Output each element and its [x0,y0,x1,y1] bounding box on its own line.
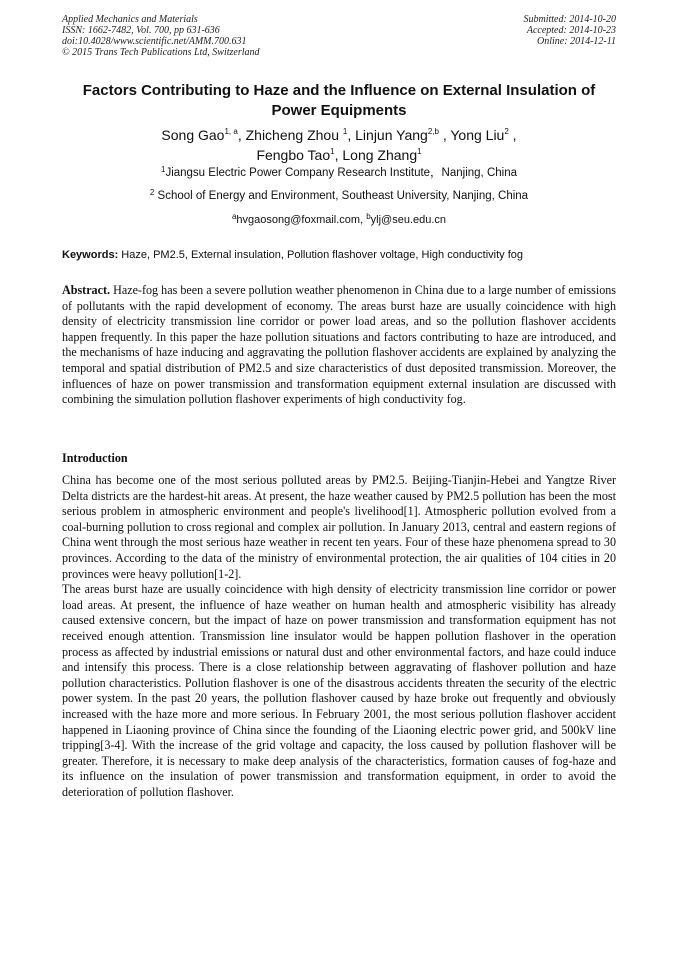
author-line-1 [40,125,638,145]
keywords-label: Keywords: [62,249,119,261]
author-affiliation-mark: 1 [417,147,422,156]
author-affiliation-mark: 1, a [224,127,238,136]
paper-title-line-1: Factors Contributing to Haze and the Influence on External Insulation of [82,82,596,99]
author-line-2 [40,145,638,165]
affiliation-text: School of Energy and Environment, Southeast University, Nanjing, China [154,190,529,202]
author-name: Fengbo Tao [256,147,331,163]
author-separator: , [508,127,517,143]
author-emails [40,213,638,227]
introduction-body [62,473,616,800]
author-name: Linjun Yang [355,127,428,143]
affiliation-mark: 2 [149,188,155,197]
author-separator: , [438,127,451,143]
paper-title [40,81,638,121]
journal-name: Applied Mechanics and Materials [62,14,198,25]
email-mark: b [366,212,371,221]
email-address: hvgaosong@foxmail.com, [236,214,367,226]
affiliation-1 [40,166,638,180]
paper-title-line-2: Power Equipments [271,102,407,119]
submitted-date: Submitted: 2014-10-20 [523,14,616,25]
introduction-paragraph-2: The areas burst haze are usually coincidence with high density of electricity transmission line corridor or power load areas. At present, the influence of haze weather on human health and atmospheric visibility has already caused extensive concern, but the impact of haze on power transmission and transformation equipment has not received enough attention. Transmission line insulator would be happen pollution flashover in the operation process as affected by industrial emissions or natural dust and other environmental factors, and haze could induce and intensify this process. There is a close relationship between aggravating of flashover pollution and haze pollution characteristics. Pollution flashover is one of the disastrous accidents threaten the security of the electric power system. In the past 20 years, the pollution flashover caused by haze broke out frequently and obviously increased with the haze more and more serious. In February 2001, the most serious pollution flashover accident happened in Liaoning province of China since the founding of the Liaoning electric power grid, and 500kV line tripping[3-4]. With the increase of the grid voltage and capacity, the loss caused by pollution flashover will be greater. Therefore, it is necessary to make deep analysis of the characteristics, formation causes of fog-haze and its influence on the insulation of power transmission and transformation equipment, in order to avoid the deterioration of pollution flashover. [62,582,616,799]
journal-info [62,14,260,58]
email-address: ylj@seu.edu.cn [370,214,447,226]
section-heading-introduction: Introduction [62,451,128,465]
submission-dates [524,14,617,47]
author-separator: , [347,127,356,143]
journal-doi: doi:10.4028/www.scientific.net/AMM.700.631 [62,36,247,47]
author-affiliation-mark: 2,b [427,127,439,136]
affiliation-text: Jiangsu Electric Power Company Research Institute，Nanjing, China [165,167,517,179]
email-mark: a [231,212,237,221]
affiliation-mark: 1 [160,165,166,174]
keywords [62,248,616,262]
abstract [62,283,616,408]
author-list [40,125,638,165]
journal-issn: ISSN: 1662-7482, Vol. 700, pp 631-636 [62,25,220,36]
author-separator: , [334,147,343,163]
introduction-paragraph-1: China has become one of the most serious polluted areas by PM2.5. Beijing-Tianjin-Hebei and Yangtze River Delta districts are the hardest-hit areas. At present, the haze weather caused by PM2.5 pollution has been the most serious problem in atmospheric environment and people's livelihood[1]. Atmospheric pollution evolved from a coal-burning pollution to cross regional and complex air pollution. In January 2013, central and eastern regions of China went through the most serious haze weather in recent ten years. Four of these haze phenomena spread to 30 provinces. According to the data of the ministry of environmental protection, the air qualities of 104 cities in 20 provinces were heavy pollution[1-2]. [62,473,616,581]
abstract-text: Haze-fog has been a severe pollution weather phenomenon in China due to a large number of emissions of pollutants with the rapid development of economy. The areas burst haze are usually coincidence with high density of electricity transmission line corridor or power load areas, and so the pollution flashover accidents happen frequently. In this paper the haze pollution situations and factors contributing to haze are introduced, and the mechanisms of haze inducing and aggravating the pollution flashover accidents are explained by analyzing the temporal and spatial distribution of PM2.5 and size characteristics of dust deposited transmission. Moreover, the influences of haze on power transmission and transformation equipment external insulation are discussed with combining the simulation pollution flashover experiments of high conductivity fog. [62,283,616,407]
author-name: Long Zhang [342,147,418,163]
online-date: Online: 2014-12-11 [537,36,616,47]
affiliation-2 [40,189,638,203]
author-name: Zhicheng Zhou [245,127,343,143]
journal-copyright: © 2015 Trans Tech Publications Ltd, Switzerland [62,47,260,58]
abstract-label: Abstract. [62,283,111,297]
author-affiliation-mark: 1 [330,147,335,156]
author-name: Song Gao [161,127,225,143]
accepted-date: Accepted: 2014-10-23 [526,25,616,36]
author-affiliation-mark: 2 [504,127,509,136]
keywords-text: Haze, PM2.5, External insulation, Pollution flashover voltage, High conductivity fog [118,249,524,261]
author-name: Yong Liu [450,127,505,143]
author-separator: , [237,127,246,143]
author-affiliation-mark: 1 [342,127,348,136]
